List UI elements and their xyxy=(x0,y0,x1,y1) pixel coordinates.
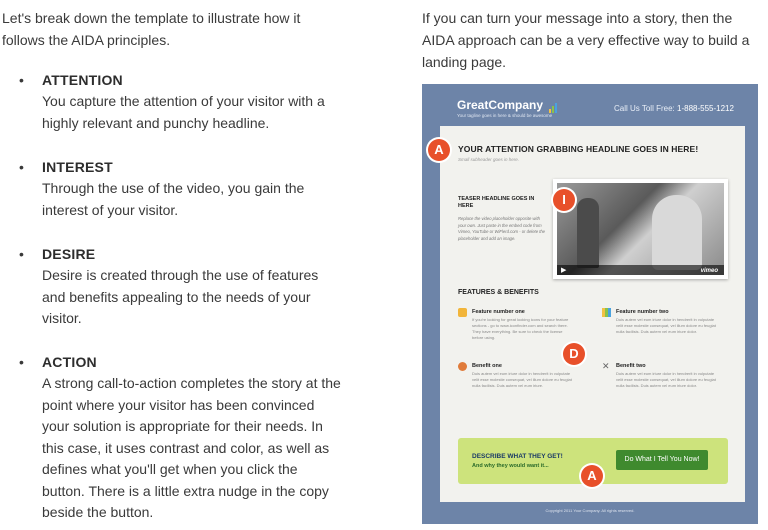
tools-icon: ✕ xyxy=(602,361,610,371)
tag-icon xyxy=(458,308,467,317)
vimeo-logo: vimeo xyxy=(700,268,718,274)
item-heading: ACTION xyxy=(42,354,97,370)
mock-page xyxy=(440,126,745,502)
bar-chart-icon xyxy=(602,308,611,317)
feature-desc: Duis autem vel eum iriure dolor in hendrerit in vulputate velit esse molestie consequat, vel illum dolore eu feugiat nulla facilisis. Duis autem vel eum iriure. xyxy=(472,371,572,388)
bullet-dot: • xyxy=(19,72,24,88)
video-figure-man xyxy=(577,198,599,268)
item-text: A strong call-to-action completes the story at the point where your visitor has been convinced your solution is appropriate for their needs. In this case, it uses contrast and color, as well as defines what you'll get when you click the button. There is a little extra nudge in the copy beside the button. xyxy=(42,375,341,520)
bullet-dot: • xyxy=(19,159,24,175)
cta-button[interactable]: Do What I Tell You Now! xyxy=(616,450,708,470)
right-intro-text: If you can turn your message into a story, then the AIDA approach can be a very effective way to build a landing page. xyxy=(422,10,750,70)
video-figure-woman xyxy=(652,195,702,270)
feature-name: Benefit one xyxy=(472,363,502,369)
bullet-dot: • xyxy=(19,354,24,370)
feature-desc: Duis autem vel eum iriure dolor in hendrerit in vulputate velit esse molestie consequat, vel illum dolore eu feugiat nulla facilisis. Duis autem vel eum iriure dolor. xyxy=(616,371,716,388)
logo-text: GreatCompany xyxy=(457,98,544,112)
features-title: FEATURES & BENEFITS xyxy=(458,289,539,296)
logo-bars-icon xyxy=(549,99,558,113)
teaser-copy: Replace the video placeholder opposite with your own. Just paste in the embed code from Vimeo, YouTube or WiFlerd.com - or delete the placeholder and add an image. xyxy=(458,216,546,241)
feature-desc: Duis autem vel eum iriure dolor in hendrerit in vulputate velit esse molestie consequat, vel illum dolore eu feugiat nulla facilisis. Duis autem vel eum iriure dolor. xyxy=(616,317,716,334)
landing-page-mockup xyxy=(422,84,758,524)
tagline: Your tagline goes in here & should be awesome xyxy=(457,113,553,118)
item-heading: INTEREST xyxy=(42,159,113,175)
video-screen xyxy=(557,183,724,275)
item-text: You capture the attention of your visitor with a highly relevant and punchy headline. xyxy=(42,93,325,131)
phone-number: 1-888-555-1212 xyxy=(677,104,734,113)
logo xyxy=(457,98,558,113)
video-controls xyxy=(557,265,724,275)
call-label: Call Us Toll Free: xyxy=(614,104,675,113)
video-player[interactable] xyxy=(553,179,728,279)
feature-desc: If you're looking for great looking icons for your feature sections - go to www.iconfinder.com and search there. They have everything. Be sure to check the license before using. xyxy=(472,317,569,340)
mock-footer: Copyright 2011 Your Company. All rights reserved. xyxy=(545,508,635,513)
play-icon[interactable]: ▶ xyxy=(561,267,567,274)
cta-heading: DESCRIBE WHAT THEY GET! xyxy=(472,453,563,460)
item-heading: DESIRE xyxy=(42,246,96,262)
mock-headline: YOUR ATTENTION GRABBING HEADLINE GOES IN HERE! xyxy=(458,144,699,154)
mock-subheadline: Small subheader goes in here. xyxy=(458,157,520,162)
badge-attention: A xyxy=(428,139,450,161)
item-text: Desire is created through the use of features and benefits appealing to the needs of your visitor. xyxy=(42,267,319,326)
item-text: Through the use of the video, you gain the interest of your visitor. xyxy=(42,180,305,218)
bullet-dot: • xyxy=(19,246,24,262)
feature-name: Benefit two xyxy=(616,363,646,369)
teaser-headline: TEASER HEADLINE GOES IN HERE xyxy=(458,196,535,209)
badge-action: A xyxy=(581,465,603,487)
badge-desire: D xyxy=(563,343,585,365)
item-heading: ATTENTION xyxy=(42,72,123,88)
cta-subtext: And why they would want it... xyxy=(472,463,549,469)
badge-interest: I xyxy=(553,189,575,211)
intro-text: Let's break down the template to illustrate how it follows the AIDA principles. xyxy=(2,10,301,48)
feature-name: Feature number two xyxy=(616,309,669,315)
lifebuoy-icon xyxy=(458,362,467,371)
feature-name: Feature number one xyxy=(472,309,525,315)
